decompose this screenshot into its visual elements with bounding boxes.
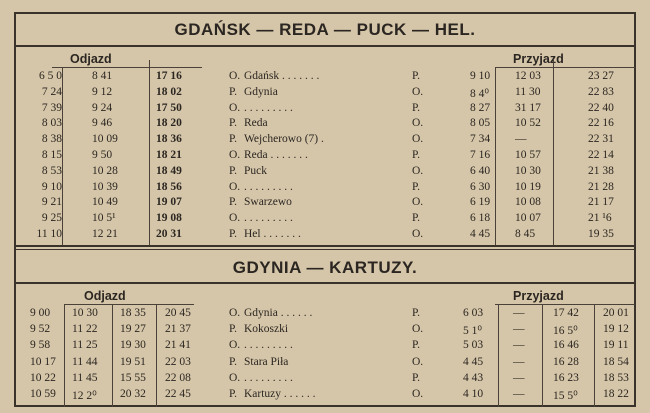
section1-cell-a1: 8 4⁰ [470,87,489,100]
section2-cell-d2: 11 25 [72,339,98,352]
section1-title: GDAŃSK — REDA — PUCK — HEL. [174,20,476,39]
section1-cell-m1: O. [229,149,241,161]
section2-cell-d4: 21 41 [165,339,191,352]
section1-cell-d1: 9 21 [41,196,62,209]
section1-cell-d3: 20 31 [156,228,182,240]
section1-cell-m2: P. [412,180,420,193]
section2-cell-a4: 19 11 [603,339,629,352]
section1-arrival-rule [495,67,635,68]
section1-cell-a1: 8 27 [470,101,491,114]
section1-cell-a2: 8 45 [515,228,536,240]
section1-cell-station: Swarzewo [244,196,292,209]
section2-cell-m1: O. [229,307,241,319]
section1-cell-d1: 9 25 [41,212,62,225]
section1-cell-m1: O. [229,212,241,225]
section1-cell-d1: 11 10 [36,228,62,240]
section1-cell-m1: O. [229,70,241,82]
section2-cell-station: . . . . . . . . . [244,339,293,352]
section1-cell-station: . . . . . . . . . [244,101,293,114]
section2-cell-a3: 16 28 [553,355,579,368]
section2-cell-d1: 9 52 [30,323,51,336]
section1-title-rule [14,45,636,47]
section2-cell-a1: 4 45 [463,355,484,368]
section1-cell-station: Hel . . . . . . . [244,228,301,240]
section1-cell-d2: 9 46 [92,117,113,130]
section1-cell-d1: 7 39 [41,101,62,114]
section1-cell-a3: 22 16 [588,117,614,130]
section2-cell-d1: 9 00 [30,307,51,319]
section1-cell-a2: 12 03 [515,70,541,82]
section1-cell-m2: P. [412,149,420,161]
section2-cell-a1: 5 03 [463,339,484,352]
section1-cell-m1: P. [229,228,237,240]
section1-cell-a3: 22 40 [588,101,614,114]
section2-cell-d2: 11 45 [72,371,98,384]
section2-title: GDYNIA — KARTUZY. [232,258,418,277]
section2-cell-a3: 16 23 [553,371,579,384]
section2-col-divider [542,304,543,407]
section1-cell-station: . . . . . . . . . [244,212,293,225]
section1-cell-d3: 19 08 [156,212,182,225]
section1-cell-a2: 10 52 [515,117,541,130]
section1-cell-a1: 6 40 [470,164,491,177]
section2-cell-a4: 20 01 [603,307,629,319]
section1-cell-a2: — [515,133,527,146]
section1-cell-station: Puck [244,164,267,177]
section2-cell-d3: 20 32 [120,388,146,400]
section2-cell-d1: 10 59 [30,388,56,400]
section2-cell-d4: 22 03 [165,355,191,368]
section2-cell-a2: — [513,371,525,384]
section2-title-rule [14,282,636,284]
section1-cell-a1: 6 19 [470,196,491,209]
section1-cell-d3: 17 16 [156,70,182,82]
section1-cell-m1: P. [229,85,237,98]
section1-cell-a3: 21 17 [588,196,614,209]
section2-cell-d3: 15 55 [120,371,146,384]
section2-cell-station: Kartuzy . . . . . . [244,388,316,400]
section1-arrival-label: Przyjazd [513,52,564,66]
section2-cell-a2: — [513,355,525,368]
section2-cell-d1: 9 58 [30,339,51,352]
section1-cell-d1: 6 5 0 [39,70,62,82]
section1-cell-a1: 6 30 [470,180,491,193]
section2-cell-m2: P. [412,371,420,384]
section2-cell-m1: O. [229,371,241,384]
section2-cell-d4: 22 45 [165,388,191,400]
section2-cell-station: Kokoszki [244,323,289,336]
section2-cell-a1: 4 10 [463,388,484,400]
section2-col-divider [64,304,65,407]
section1-cell-m2: P. [412,101,420,114]
section1-cell-d1: 7 24 [41,85,62,98]
section1-cell-m2: O. [412,133,424,146]
section2-arrival-label: Przyjazd [513,289,564,303]
section2-cell-m1: P. [229,323,237,336]
section2-cell-m2: O. [412,323,424,336]
section1-cell-m1: O. [229,180,241,193]
section2-cell-d1: 10 22 [30,371,56,384]
section1-cell-d2: 12 21 [92,228,118,240]
section2-cell-a2: — [513,339,525,352]
section1-cell-a2: 11 30 [515,85,541,98]
section2-cell-m2: P. [412,307,420,319]
section2-cell-m2: O. [412,355,424,368]
section1-cell-a3: 21 ¹6 [588,212,612,225]
section1-cell-a3: 22 14 [588,149,614,161]
section2-cell-a4: 18 54 [603,355,629,368]
section2-departure-rule [64,304,194,305]
section1-cell-a1: 7 16 [470,149,491,161]
section2-cell-m1: O. [229,339,241,352]
section1-cell-a1: 4 45 [470,228,491,240]
section1-cell-d2: 10 28 [92,164,118,177]
section1-cell-station: Gdynia [244,85,278,98]
section2-cell-d2: 10 30 [72,307,98,319]
section2-cell-a2: — [513,323,525,336]
section2-cell-m1: P. [229,355,237,368]
section1-cell-a3: 23 27 [588,70,614,82]
section2-cell-d4: 22 08 [165,371,191,384]
section1-cell-a3: 21 28 [588,180,614,193]
section2-cell-station: . . . . . . . . . [244,371,293,384]
section2-cell-m2: O. [412,388,424,400]
section1-cell-d2: 10 49 [92,196,118,209]
section1-col-divider [149,60,150,245]
section1-cell-m1: O. [229,101,241,114]
section2-cell-d3: 19 27 [120,323,146,336]
section1-cell-a2: 10 07 [515,212,541,225]
section2-cell-a1: 6 03 [463,307,484,319]
section1-cell-d3: 18 49 [156,164,182,177]
section1-departure-rule [52,67,202,68]
section2-cell-a3: 16 5⁰ [553,325,578,338]
section1-cell-a3: 22 31 [588,133,614,146]
section2-cell-a3: 16 46 [553,339,579,352]
section1-cell-station: . . . . . . . . . [244,180,293,193]
section1-cell-m2: P. [412,212,420,225]
section1-cell-a1: 6 18 [470,212,491,225]
section1-cell-d1: 8 38 [41,133,62,146]
section1-cell-m2: O. [412,164,424,177]
section2-cell-a3: 17 42 [553,307,579,319]
section1-cell-a2: 31 17 [515,101,541,114]
section2-cell-a2: — [513,388,525,400]
section1-cell-d1: 9 10 [41,180,62,193]
section1-cell-a3: 21 38 [588,164,614,177]
section2-cell-station: Stara Piła [244,355,289,368]
section1-cell-d3: 18 02 [156,85,182,98]
section1-cell-station: Wejcherowo (7) . [244,133,324,146]
section2-cell-d2: 12 2⁰ [72,390,97,402]
section1-col-divider [62,67,63,245]
section2-col-divider [594,304,595,407]
section1-cell-station: Reda . . . . . . . [244,149,308,161]
section1-cell-d2: 9 12 [92,85,113,98]
section1-cell-d3: 18 20 [156,117,182,130]
section2-cell-d3: 18 35 [120,307,146,319]
section1-cell-d2: 9 24 [92,101,113,114]
section2-col-divider [498,304,499,407]
section1-cell-a2: 10 57 [515,149,541,161]
section1-cell-m2: P. [412,70,420,82]
section1-cell-m1: P. [229,117,237,130]
section2-cell-a1: 5 1⁰ [463,325,482,338]
section2-col-divider [112,304,113,407]
section2-cell-station: Gdynia . . . . . . [244,307,313,319]
section1-cell-m1: P. [229,133,237,146]
section1-cell-station: Gdańsk . . . . . . . [244,70,320,82]
section1-cell-m1: P. [229,196,237,209]
section-divider-rule [14,245,636,247]
section2-cell-d4: 20 45 [165,307,191,319]
section2-cell-d2: 11 44 [72,355,98,368]
section1-cell-d3: 17 50 [156,101,182,114]
section1-cell-d2: 8 41 [92,70,113,82]
section1-cell-a1: 9 10 [470,70,491,82]
section1-cell-a3: 19 35 [588,228,614,240]
section2-cell-d1: 10 17 [30,355,56,368]
section1-cell-d1: 8 53 [41,164,62,177]
section1-cell-a2: 10 30 [515,164,541,177]
section-divider-rule-thin [14,249,636,250]
section1-cell-station: Reda [244,117,268,130]
section1-cell-d2: 10 09 [92,133,118,146]
section2-cell-d4: 21 37 [165,323,191,336]
section1-col-divider [553,60,554,245]
section2-cell-a2: — [513,307,525,319]
section2-cell-d2: 11 22 [72,323,98,336]
section1-cell-d2: 10 5¹ [92,212,116,225]
section2-arrival-rule [495,304,635,305]
section1-cell-a2: 10 08 [515,196,541,209]
section2-cell-a1: 4 43 [463,371,484,384]
section1-cell-a2: 10 19 [515,180,541,193]
section1-departure-label: Odjazd [70,52,112,66]
section1-cell-a3: 22 83 [588,85,614,98]
section1-cell-d1: 8 03 [41,117,62,130]
section1-cell-a1: 8 05 [470,117,491,130]
section1-cell-m2: O. [412,228,424,240]
section1-cell-a1: 7 34 [470,133,491,146]
section1-cell-d3: 18 21 [156,149,182,161]
section1-cell-d3: 18 36 [156,133,182,146]
section2-cell-a4: 18 22 [603,388,629,400]
section2-col-divider [156,304,157,407]
section1-cell-d2: 9 50 [92,149,113,161]
section2-cell-m1: P. [229,388,237,400]
section1-cell-m2: O. [412,117,424,130]
section2-departure-label: Odjazd [84,289,126,303]
section1-cell-m1: P. [229,164,237,177]
section1-cell-d3: 18 56 [156,180,182,193]
section2-cell-d3: 19 30 [120,339,146,352]
section2-cell-a3: 15 5⁰ [553,390,578,402]
section2-cell-a4: 19 12 [603,323,629,336]
section1-cell-d3: 19 07 [156,196,182,209]
section1-cell-d2: 10 39 [92,180,118,193]
section1-cell-d1: 8 15 [41,149,62,161]
section1-cell-m2: O. [412,196,424,209]
section2-cell-a4: 18 53 [603,371,629,384]
section1-cell-m2: O. [412,85,424,98]
section2-cell-d3: 19 51 [120,355,146,368]
section2-cell-m2: P. [412,339,420,352]
